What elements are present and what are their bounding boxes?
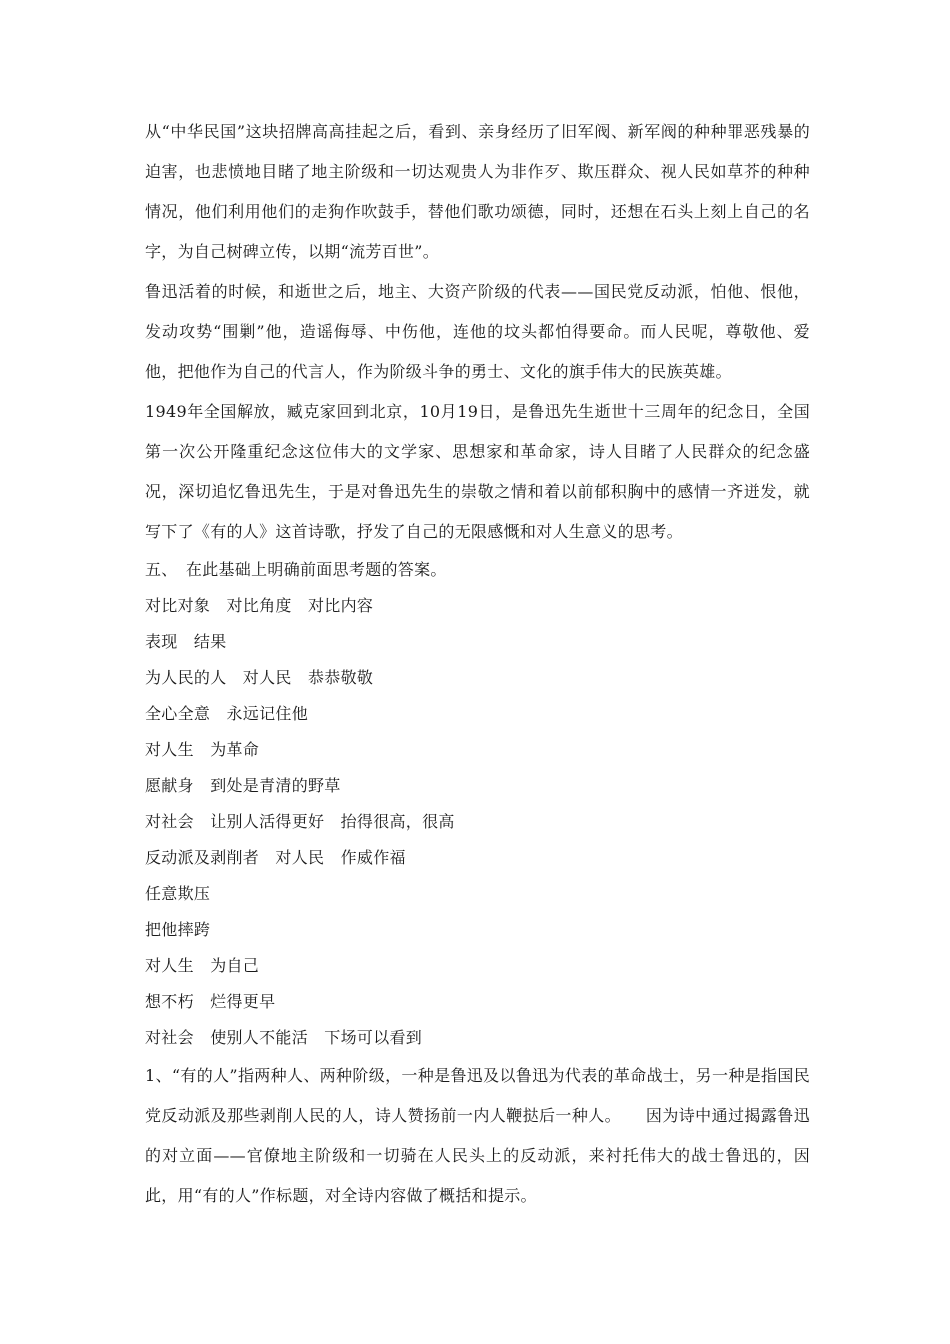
answer-one-paragraph: 1、“有的人”指两种人、两种阶级，一种是鲁迅及以鲁迅为代表的革命战士，另一种是指国民党反动派及那些剥削人民的人，诗人赞扬前一内人鞭挞后一种人。 因为诗中通过揭露鲁迅的对立面——官僚地主阶级和一切骑在人民头上的反动派，来衬托伟大的战士鲁迅的，因此，用“有的人”作标题，对全诗内容做了概括和提示。: [145, 1066, 810, 1205]
comparison-line: 表现 结果: [145, 632, 227, 651]
document-page: [145, 112, 810, 1216]
comparison-line: 把他摔跨: [145, 920, 211, 939]
section-five-heading: 五、 在此基础上明确前面思考题的答案。: [145, 560, 447, 579]
comparison-line: 反动派及剥削者 对人民 作威作福: [145, 848, 406, 867]
comparison-list: [145, 588, 810, 1056]
paragraph-lu-xun-life: 鲁迅活着的时候，和逝世之后，地主、大资产阶级的代表——国民党反动派，怕他、恨他，发动攻势“围剿”他，造谣侮辱、中伤他，连他的坟头都怕得要命。而人民呢，尊敬他、爱他，把他作为自己的代言人，作为阶级斗争的勇士、文化的旗手伟大的民族英雄。: [145, 282, 810, 381]
comparison-line: 对比对象 对比角度 对比内容: [145, 596, 374, 615]
comparison-line: 对人生 为自己: [145, 956, 260, 975]
comparison-line: 对人生 为革命: [145, 740, 260, 759]
paragraph-liberation-1949: 1949年全国解放，臧克家回到北京，10月19日，是鲁迅先生逝世十三周年的纪念日，全国第一次公开隆重纪念这位伟大的文学家、思想家和革命家，诗人目睹了人民群众的纪念盛况，深切追忆鲁迅先生，于是对鲁迅先生的崇敬之情和着以前郁积胸中的感情一齐迸发，就写下了《有的人》这首诗歌，抒发了自己的无限感慨和对人生意义的思考。: [145, 402, 810, 541]
comparison-line: 对社会 使别人不能活 下场可以看到: [145, 1028, 423, 1047]
comparison-line: 对社会 让别人活得更好 抬得很高，很高: [145, 812, 455, 831]
comparison-line: 任意欺压: [145, 884, 211, 903]
comparison-line: 全心全意 永远记住他: [145, 704, 309, 723]
comparison-line: 为人民的人 对人民 恭恭敬敬: [145, 668, 374, 687]
paragraph-warlords: 从“中华民国”这块招牌高高挂起之后，看到、亲身经历了旧军阀、新军阀的种种罪恶残暴的迫害，也悲愤地目睹了地主阶级和一切达观贵人为非作歹、欺压群众、视人民如草芥的种种情况，他们利用他们的走狗作吹鼓手，替他们歌功颂德，同时，还想在石头上刻上自己的名字，为自己树碑立传，以期“流芳百世”。: [145, 122, 810, 261]
comparison-line: 愿献身 到处是青清的野草: [145, 776, 341, 795]
comparison-line: 想不朽 烂得更早: [145, 992, 276, 1011]
